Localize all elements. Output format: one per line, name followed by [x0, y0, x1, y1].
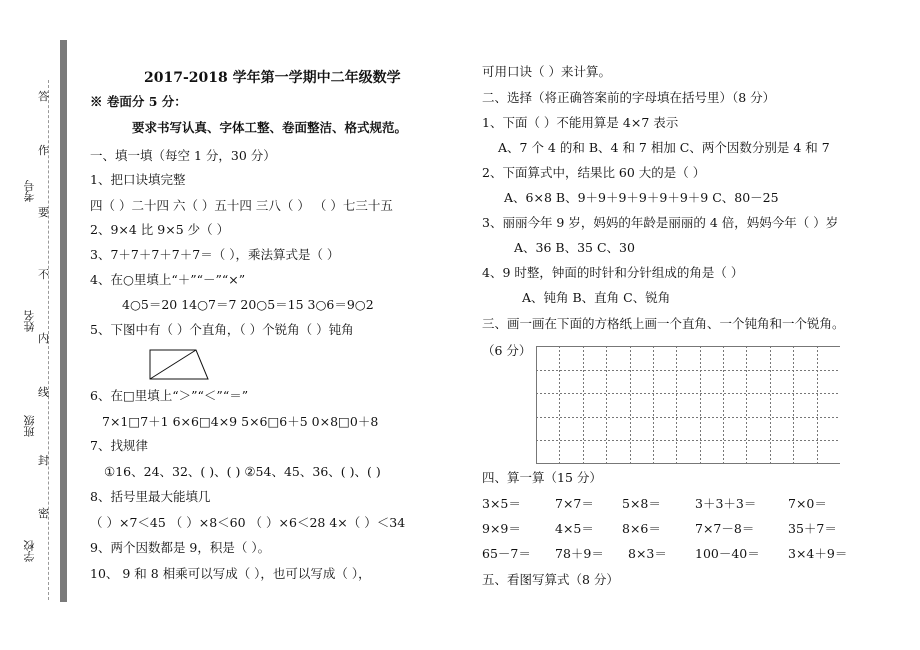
question-5: 5、下图中有（ ）个直角，（ ）个锐角（ ）钝角: [90, 322, 354, 337]
calc-item: 8×3＝: [628, 546, 667, 561]
calc-item: 100－40＝: [695, 546, 760, 561]
choice-4: 4、9 时整，钟面的时针和分针组成的角是（ ）: [482, 265, 744, 280]
calc-item: 3＋3＋3＝: [695, 496, 757, 511]
choice-3: 3、丽丽今年 9 岁，妈妈的年龄是丽丽的 4 倍，妈妈今年（ ）岁: [482, 215, 839, 230]
question-4: 4、在○里填上“＋”“－”“×”: [90, 272, 246, 287]
neatness-note: ※ 卷面分 5 分：: [90, 94, 187, 109]
seal-char: 密: [38, 507, 49, 520]
question-6: 6、在□里填上“＞”“＜”“＝”: [90, 388, 249, 403]
seal-char: 答: [38, 90, 49, 103]
section-4-heading: 四、算一算（15 分）: [482, 470, 602, 485]
question-1-blanks: 四（ ）二十四 六（ ）五十四 三八（ ） （ ）七三十五: [90, 198, 393, 213]
question-3: 3、7＋7＋7＋7＋7＝（ ），乘法算式是（ ）: [90, 247, 340, 262]
field-school: 学校: [23, 540, 36, 562]
section-1-heading: 一、填一填（每空 1 分，30 分）: [90, 148, 276, 163]
choice-4-options: A、钝角 B、直角 C、锐角: [522, 290, 671, 305]
calc-item: 8×6＝: [622, 521, 661, 536]
question-10-continued: 可用口诀（ ）来计算。: [482, 64, 611, 79]
section-5-heading: 五、看图写算式（8 分）: [482, 572, 619, 587]
calc-item: 78＋9＝: [555, 546, 604, 561]
question-2: 2、9×4 比 9×5 少（ ）: [90, 222, 230, 237]
choice-1-options: A、7 个 4 的和 B、4 和 7 相加 C、两个因数分别是 4 和 7: [498, 140, 830, 155]
seal-char: 要: [38, 206, 49, 219]
choice-2-options: A、6×8 B、9＋9＋9＋9＋9＋9＋9 C、80－25: [504, 190, 779, 205]
question-4-items: 4○5＝20 14○7＝7 20○5＝15 3○6＝9○2: [122, 297, 374, 312]
field-name: 姓名: [23, 310, 36, 332]
drawing-grid[interactable]: [536, 346, 840, 464]
section-3-heading: 三、画一画在下面的方格纸上画一个直角、一个钝角和一个锐角。: [482, 316, 845, 331]
calc-item: 3×5＝: [482, 496, 521, 511]
seal-char: 内: [38, 332, 49, 345]
field-class: 班级: [23, 415, 36, 437]
calc-item: 35＋7＝: [788, 521, 837, 536]
calc-item: 7×7－8＝: [695, 521, 755, 536]
choice-3-options: A、36 B、35 C、30: [514, 240, 635, 255]
neatness-requirement: 要求书写认真、字体工整、卷面整洁、格式规范。: [132, 120, 408, 135]
calc-item: 5×8＝: [622, 496, 661, 511]
question-7: 7、找规律: [90, 438, 148, 453]
seal-char: 线: [38, 386, 49, 399]
field-exam-number: 考号: [23, 180, 36, 202]
choice-1: 1、下面（ ）不能用算是 4×7 表示: [482, 115, 679, 130]
question-6-items: 7×1□7＋1 6×6□4×9 5×6□6＋5 0×8□0＋8: [102, 414, 379, 429]
question-10: 10、 9 和 8 相乘可以写成（ ），也可以写成（ ），: [90, 566, 371, 581]
question-8-items: （ ）×7＜45 （ ）×8＜60 （ ）×6＜28 4×（ ）＜34: [90, 515, 406, 530]
choice-2: 2、下面算式中，结果比 60 大的是（ ）: [482, 165, 706, 180]
question-9: 9、两个因数都是 9，积是（ ）。: [90, 540, 271, 555]
calc-item: 7×0＝: [788, 496, 827, 511]
trapezoid-figure: [146, 348, 210, 382]
section-3-points: （6 分）: [482, 343, 532, 358]
seal-char: 不: [38, 268, 49, 281]
seal-char: 作: [38, 144, 49, 157]
page-title: 2017-2018 学年第一学期中二年级数学: [144, 70, 401, 86]
calc-item: 3×4＋9＝: [788, 546, 848, 561]
question-8: 8、括号里最大能填几: [90, 489, 211, 504]
binding-bar: [60, 40, 67, 602]
calc-item: 65－7＝: [482, 546, 531, 561]
question-7-sequences: ①16、24、32、( )、( ) ②54、45、36、( )、( ): [104, 464, 381, 479]
calc-item: 4×5＝: [555, 521, 594, 536]
seal-char: 封: [38, 454, 49, 467]
calc-item: 9×9＝: [482, 521, 521, 536]
calc-item: 7×7＝: [555, 496, 594, 511]
question-1: 1、把口诀填完整: [90, 172, 186, 187]
section-2-heading: 二、选择（将正确答案前的字母填在括号里）（8 分）: [482, 90, 776, 105]
